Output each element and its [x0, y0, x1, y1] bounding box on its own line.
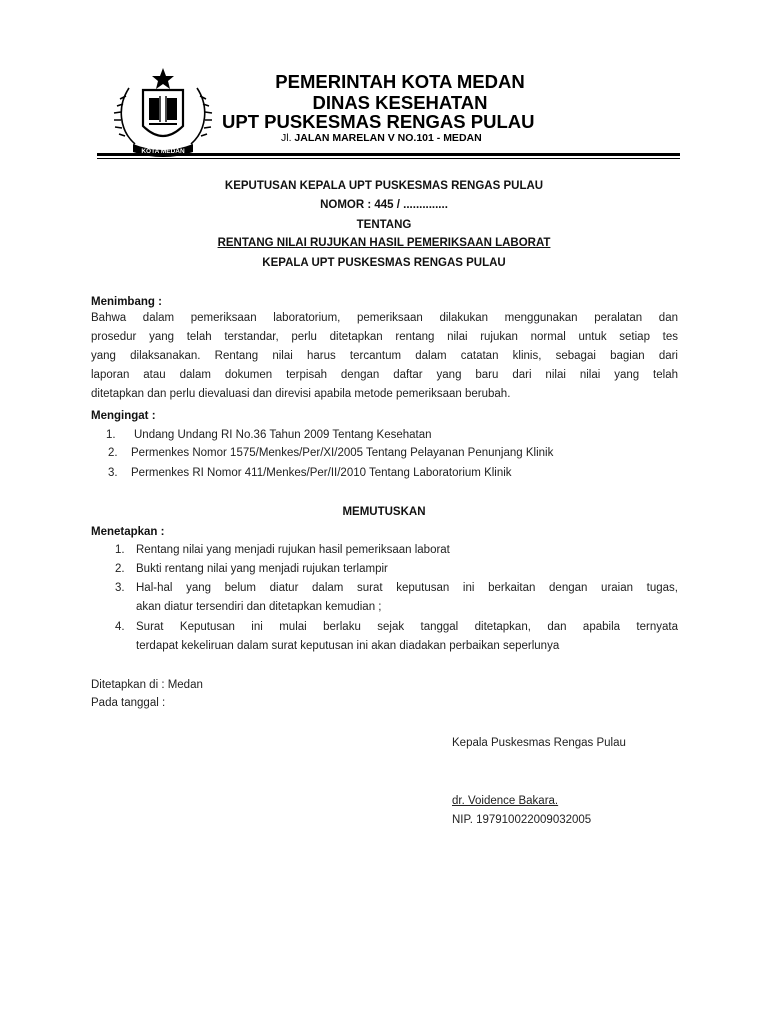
signatory-name: dr. Voidence Bakara.	[452, 795, 559, 807]
address-text: JALAN MARELAN V NO.101 - MEDAN	[294, 132, 482, 144]
decree-title: KEPUTUSAN KEPALA UPT PUSKESMAS RENGAS PULAU	[224, 180, 544, 192]
paragraph-line: yang dilaksanakan. Rentang nilai harus tercantum dalam catatan klinis, sebagai bagian dari	[91, 350, 678, 362]
decree-about-label: TENTANG	[356, 219, 412, 231]
header-address	[281, 132, 482, 144]
signatory-nip: NIP. 197910022009032005	[452, 814, 592, 826]
memutuskan-heading: MEMUTUSKAN	[342, 506, 426, 518]
decree-issuer: KEPALA UPT PUSKESMAS RENGAS PULAU	[262, 257, 506, 269]
decree-number: NOMOR : 445 / ..............	[320, 199, 448, 211]
menetapkan-item-number: 1.	[115, 544, 125, 556]
menetapkan-item-continuation: akan diatur tersendiri dan ditetapkan kemudian ;	[136, 601, 382, 613]
decree-subject: RENTANG NILAI RUJUKAN HASIL PEMERIKSAAN LABORAT	[217, 237, 551, 249]
mengingat-item-number: 2.	[108, 447, 118, 459]
paragraph-line: Bahwa dalam pemeriksaan laboratorium, pemeriksaan dilakukan menggunakan peralatan dan	[91, 312, 678, 324]
menetapkan-item: Hal-hal yang belum diatur dalam surat keputusan ini berkaitan dengan uraian tugas,	[136, 582, 678, 594]
paragraph-line: laporan atau dalam dokumen terpisah dengan daftar yang baru dari nilai nilai yang telah	[91, 369, 678, 381]
header-institution-name: UPT PUSKESMAS RENGAS PULAU	[222, 111, 535, 132]
header-divider-thin	[97, 158, 680, 159]
signatory-position: Kepala Puskesmas Rengas Pulau	[452, 737, 626, 749]
menetapkan-item: Surat Keputusan ini mulai berlaku sejak tanggal ditetapkan, dan apabila ternyata	[136, 621, 678, 633]
kota-medan-emblem-logo	[113, 66, 213, 162]
menetapkan-item-continuation: terdapat kekeliruan dalam surat keputusan ini akan diadakan perbaikan seperlunya	[136, 640, 560, 652]
menetapkan-item: Rentang nilai yang menjadi rujukan hasil pemeriksaan laborat	[136, 544, 450, 556]
menetapkan-item-number: 3.	[115, 582, 125, 594]
mengingat-item-number: 1.	[106, 429, 116, 441]
menetapkan-label: Menetapkan :	[91, 526, 165, 538]
mengingat-item: Permenkes RI Nomor 411/Menkes/Per/II/2010 Tentang Laboratorium Klinik	[131, 467, 512, 479]
pada-tanggal: Pada tanggal :	[91, 697, 166, 709]
mengingat-item: Undang Undang RI No.36 Tahun 2009 Tentang Kesehatan	[134, 429, 432, 441]
header-department-name: DINAS KESEHATAN	[312, 92, 488, 113]
address-prefix: Jl.	[281, 132, 292, 144]
header-divider-thick	[97, 153, 680, 156]
mengingat-item-number: 3.	[108, 467, 118, 479]
paragraph-line: prosedur yang telah terstandar, perlu ditetapkan rentang nilai rujukan normal untuk setiap tes	[91, 331, 678, 343]
menimbang-label: Menimbang :	[91, 296, 162, 308]
menetapkan-item-number: 4.	[115, 621, 125, 633]
menetapkan-item: Bukti rentang nilai yang menjadi rujukan terlampir	[136, 563, 388, 575]
menetapkan-item-number: 2.	[115, 563, 125, 575]
header-government-name: PEMERINTAH KOTA MEDAN	[275, 71, 525, 92]
ditetapkan-di: Ditetapkan di : Medan	[91, 679, 203, 691]
mengingat-label: Mengingat :	[91, 410, 156, 422]
mengingat-item: Permenkes Nomor 1575/Menkes/Per/XI/2005 Tentang Pelayanan Penunjang Klinik	[131, 447, 554, 459]
logo-ribbon-text: KOTA MEDAN	[141, 148, 185, 155]
paragraph-line: ditetapkan dan perlu dievaluasi dan direvisi apabila metode pemeriksaan berubah.	[91, 388, 511, 400]
